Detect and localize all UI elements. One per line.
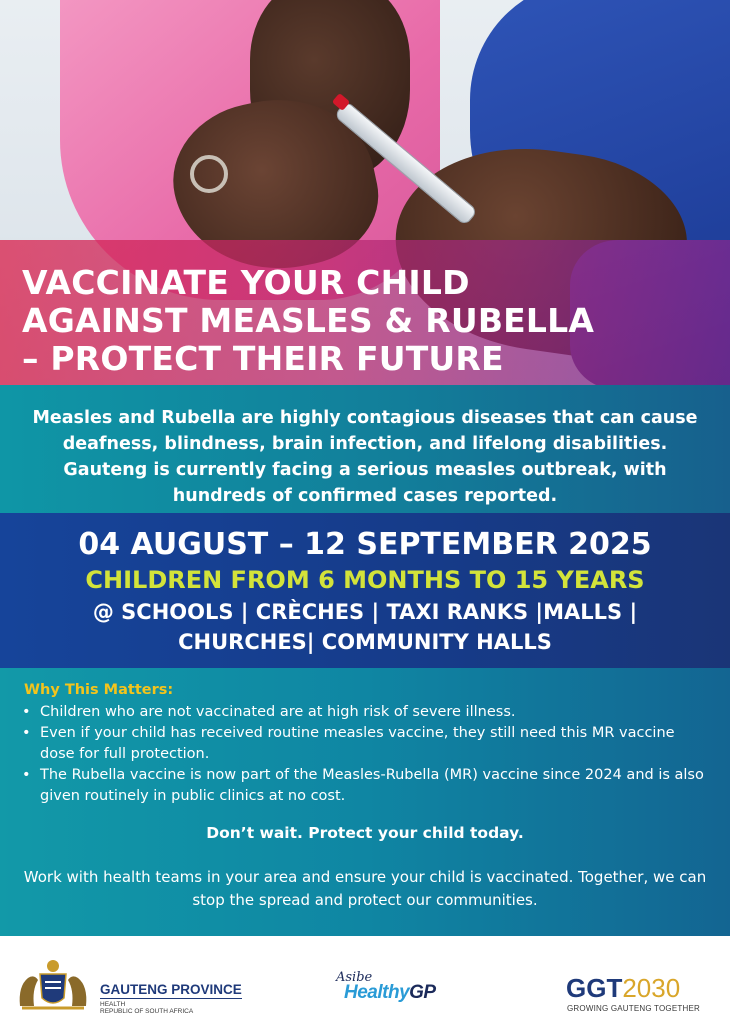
headline-line-3: – PROTECT THEIR FUTURE xyxy=(22,339,504,378)
gauteng-dept: HEALTH xyxy=(100,1001,126,1008)
why-section xyxy=(0,668,730,936)
gauteng-country: REPUBLIC OF SOUTH AFRICA xyxy=(100,1008,194,1015)
asibe-gp-word: GP xyxy=(409,982,436,1003)
gauteng-province-name: GAUTENG PROVINCE xyxy=(100,982,242,997)
campaign-ages: CHILDREN FROM 6 MONTHS TO 15 YEARS xyxy=(85,566,645,594)
gauteng-coat-of-arms-icon xyxy=(12,956,94,1012)
intro-text: Measles and Rubella are highly contagious diseases that can cause deafness, blindness, brain infection, and lifelong disabilities. Gauteng is currently facing a serious measles outbreak, with hundreds of confirmed cases reported. xyxy=(32,408,698,506)
closing-text: Work with health teams in your area and ensure your child is vaccinated. Together, we can stop the spread and protect our communities. xyxy=(23,868,707,909)
asibe-healthy-word: Healthy xyxy=(344,982,410,1003)
campaign-band xyxy=(0,513,730,668)
why-heading: Why This Matters: xyxy=(24,682,174,698)
asibe-script: Asibe xyxy=(336,970,373,985)
intro-band xyxy=(0,385,730,513)
ring xyxy=(190,155,228,193)
ggt-letters: GGT xyxy=(566,973,623,1003)
headline-line-1: VACCINATE YOUR CHILD xyxy=(22,263,470,302)
list-item: • Children who are not vaccinated are at high risk of severe illness. xyxy=(22,702,712,723)
venues-line-1: @ SCHOOLS | CRÈCHES | TAXI RANKS |MALLS | xyxy=(92,600,638,624)
ggt-tagline: GROWING GAUTENG TOGETHER xyxy=(567,1004,700,1013)
venues-line-2: CHURCHES| COMMUNITY HALLS xyxy=(178,630,552,654)
list-item: • Even if your child has received routine measles vaccine, they still need this MR vaccine dose for full protection. xyxy=(22,723,712,765)
list-item: • The Rubella vaccine is now part of the Measles-Rubella (MR) vaccine since 2024 and is also given routinely in public clinics at no cost. xyxy=(22,765,712,807)
footer xyxy=(0,936,730,1024)
campaign-dates: 04 AUGUST – 12 SEPTEMBER 2025 xyxy=(78,527,652,562)
headline-line-2: AGAINST MEASLES & RUBELLA xyxy=(22,301,595,340)
campaign-venues xyxy=(0,597,730,657)
ggt-year: 2030 xyxy=(622,973,681,1003)
headline xyxy=(22,264,722,378)
call-to-action: Don’t wait. Protect your child today. xyxy=(206,824,524,842)
why-list xyxy=(22,702,712,807)
ggt2030-logo xyxy=(566,974,680,1002)
asibe-healthy-logo xyxy=(344,982,436,1004)
